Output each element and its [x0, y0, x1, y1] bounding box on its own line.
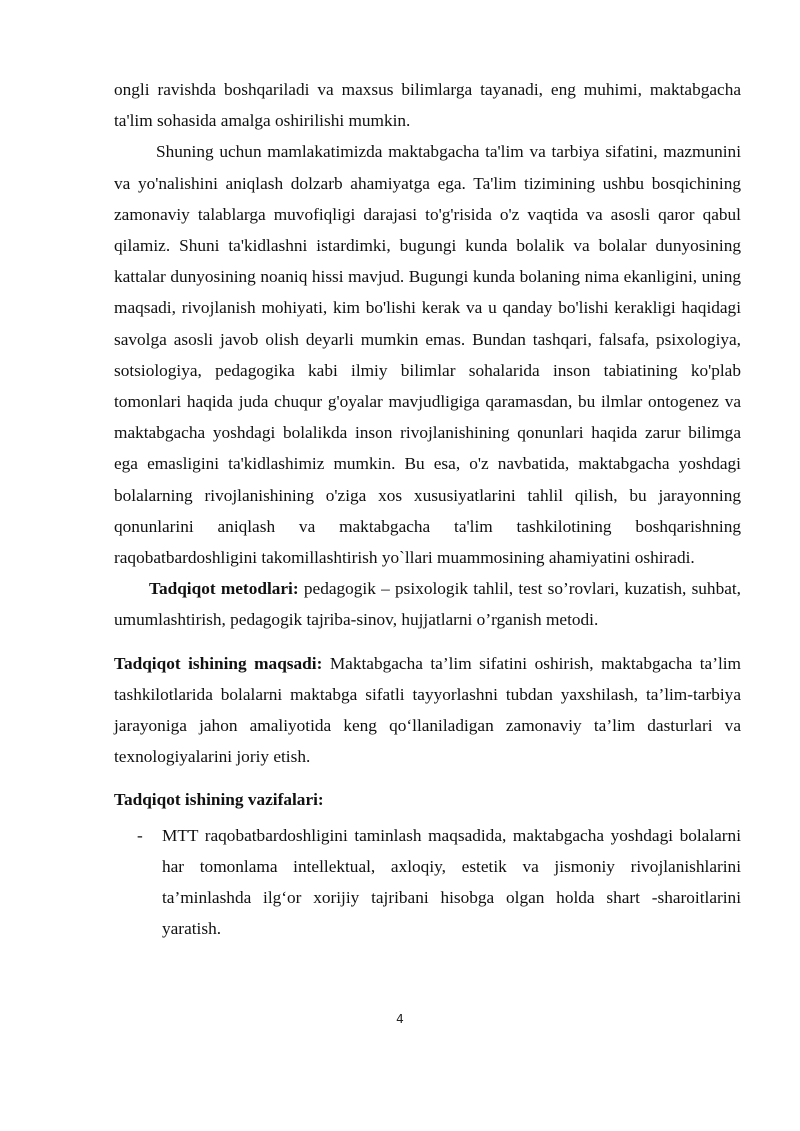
methods-label: Tadqiqot metodlari:: [149, 579, 299, 599]
goal-text: Maktabgacha ta’lim sifatini oshirish, maktabgacha ta’lim tashkilotlarida bolalarni maktabga sifatli tayyorlashni tubdan yaxshilash, ta’lim-tarbiya jarayoniga jahon amaliyotida keng qo‘llaniladigan zamonaviy ta’lim dasturlari va texnologiyalarini joriy etish.: [114, 653, 741, 767]
page-body: [114, 74, 741, 944]
paragraph-goal: [114, 648, 741, 773]
list-item: [114, 820, 741, 945]
paragraph-main: Shuning uchun mamlakatimizda maktabgacha ta'lim va tarbiya sifatini, mazmunini va yo'nalishini aniqlash dolzarb ahamiyatga ega. Ta'lim tizimining ushbu bosqichining zamonaviy talablarga muvofiqligi darajasi to'g'risida o'z vaqtida va asosli qaror qabul qilamiz. Shuni ta'kidlashni istardimki, bugungi kunda bolalik va bolalar dunyosining kattalar dunyosining noaniq hissi mavjud. Bugungi kunda bolaning nima ekanligini, uning maqsadi, rivojlanish mohiyati, kim bo'lishi kerak va u qanday bo'lishi kerakligi haqidagi savolga asosli javob olish deyarli mumkin emas. Bundan tashqari, falsafa, psixologiya, sotsiologiya, pedagogika kabi ilmiy bilimlar sohalarida inson tabiatining ko'plab tomonlari haqida juda chuqur g'oyalar mavjudligiga qaramasdan, bu ilmlar ontogenez va maktabgacha yoshdagi bolalikda inson rivojlanishining qonunlari haqida zarur bilimga ega emasligini ta'kidlashimiz mumkin. Bu esa, o'z navbatida, maktabgacha yoshdagi bolalarning rivojlanishining o'ziga xos xususiyatlarini tahlil qilish, bu jarayonning qonunlarini aniqlash va maktabgacha ta'lim tashkilotining boshqarishning raqobatbardoshligini takomillashtirish yo`llari muammosining ahamiyatini oshiradi.: [114, 142, 741, 568]
paragraph-continuation: ongli ravishda boshqariladi va maxsus bilimlarga tayanadi, eng muhimi, maktabgacha ta'lim sohasida amalga oshirilishi mumkin.: [114, 80, 741, 131]
goal-label: Tadqiqot ishining maqsadi:: [114, 653, 323, 673]
list-item-text: MTT raqobatbardoshligini taminlash maqsadida, maktabgacha yoshdagi bolalarni har tomonlama intellektual, axloqiy, estetik va jismoniy rivojlanishlarini ta’minlashda ilg‘or xorijiy tajribani hisobga olgan holda shart -sharoitlarini yaratish.: [162, 825, 741, 939]
methods-text: pedagogik – psixologik tahlil, test so’rovlari, kuzatish, suhbat, umumlashtirish, pedagogik tajriba-sinov, hujjatlarni o’rganish metodi.: [114, 579, 742, 630]
page-number: 4: [396, 1012, 404, 1026]
list-bullet: -: [137, 825, 143, 845]
paragraph-methods: [114, 573, 741, 635]
tasks-heading: Tadqiqot ishining vazifalari:: [114, 790, 324, 810]
